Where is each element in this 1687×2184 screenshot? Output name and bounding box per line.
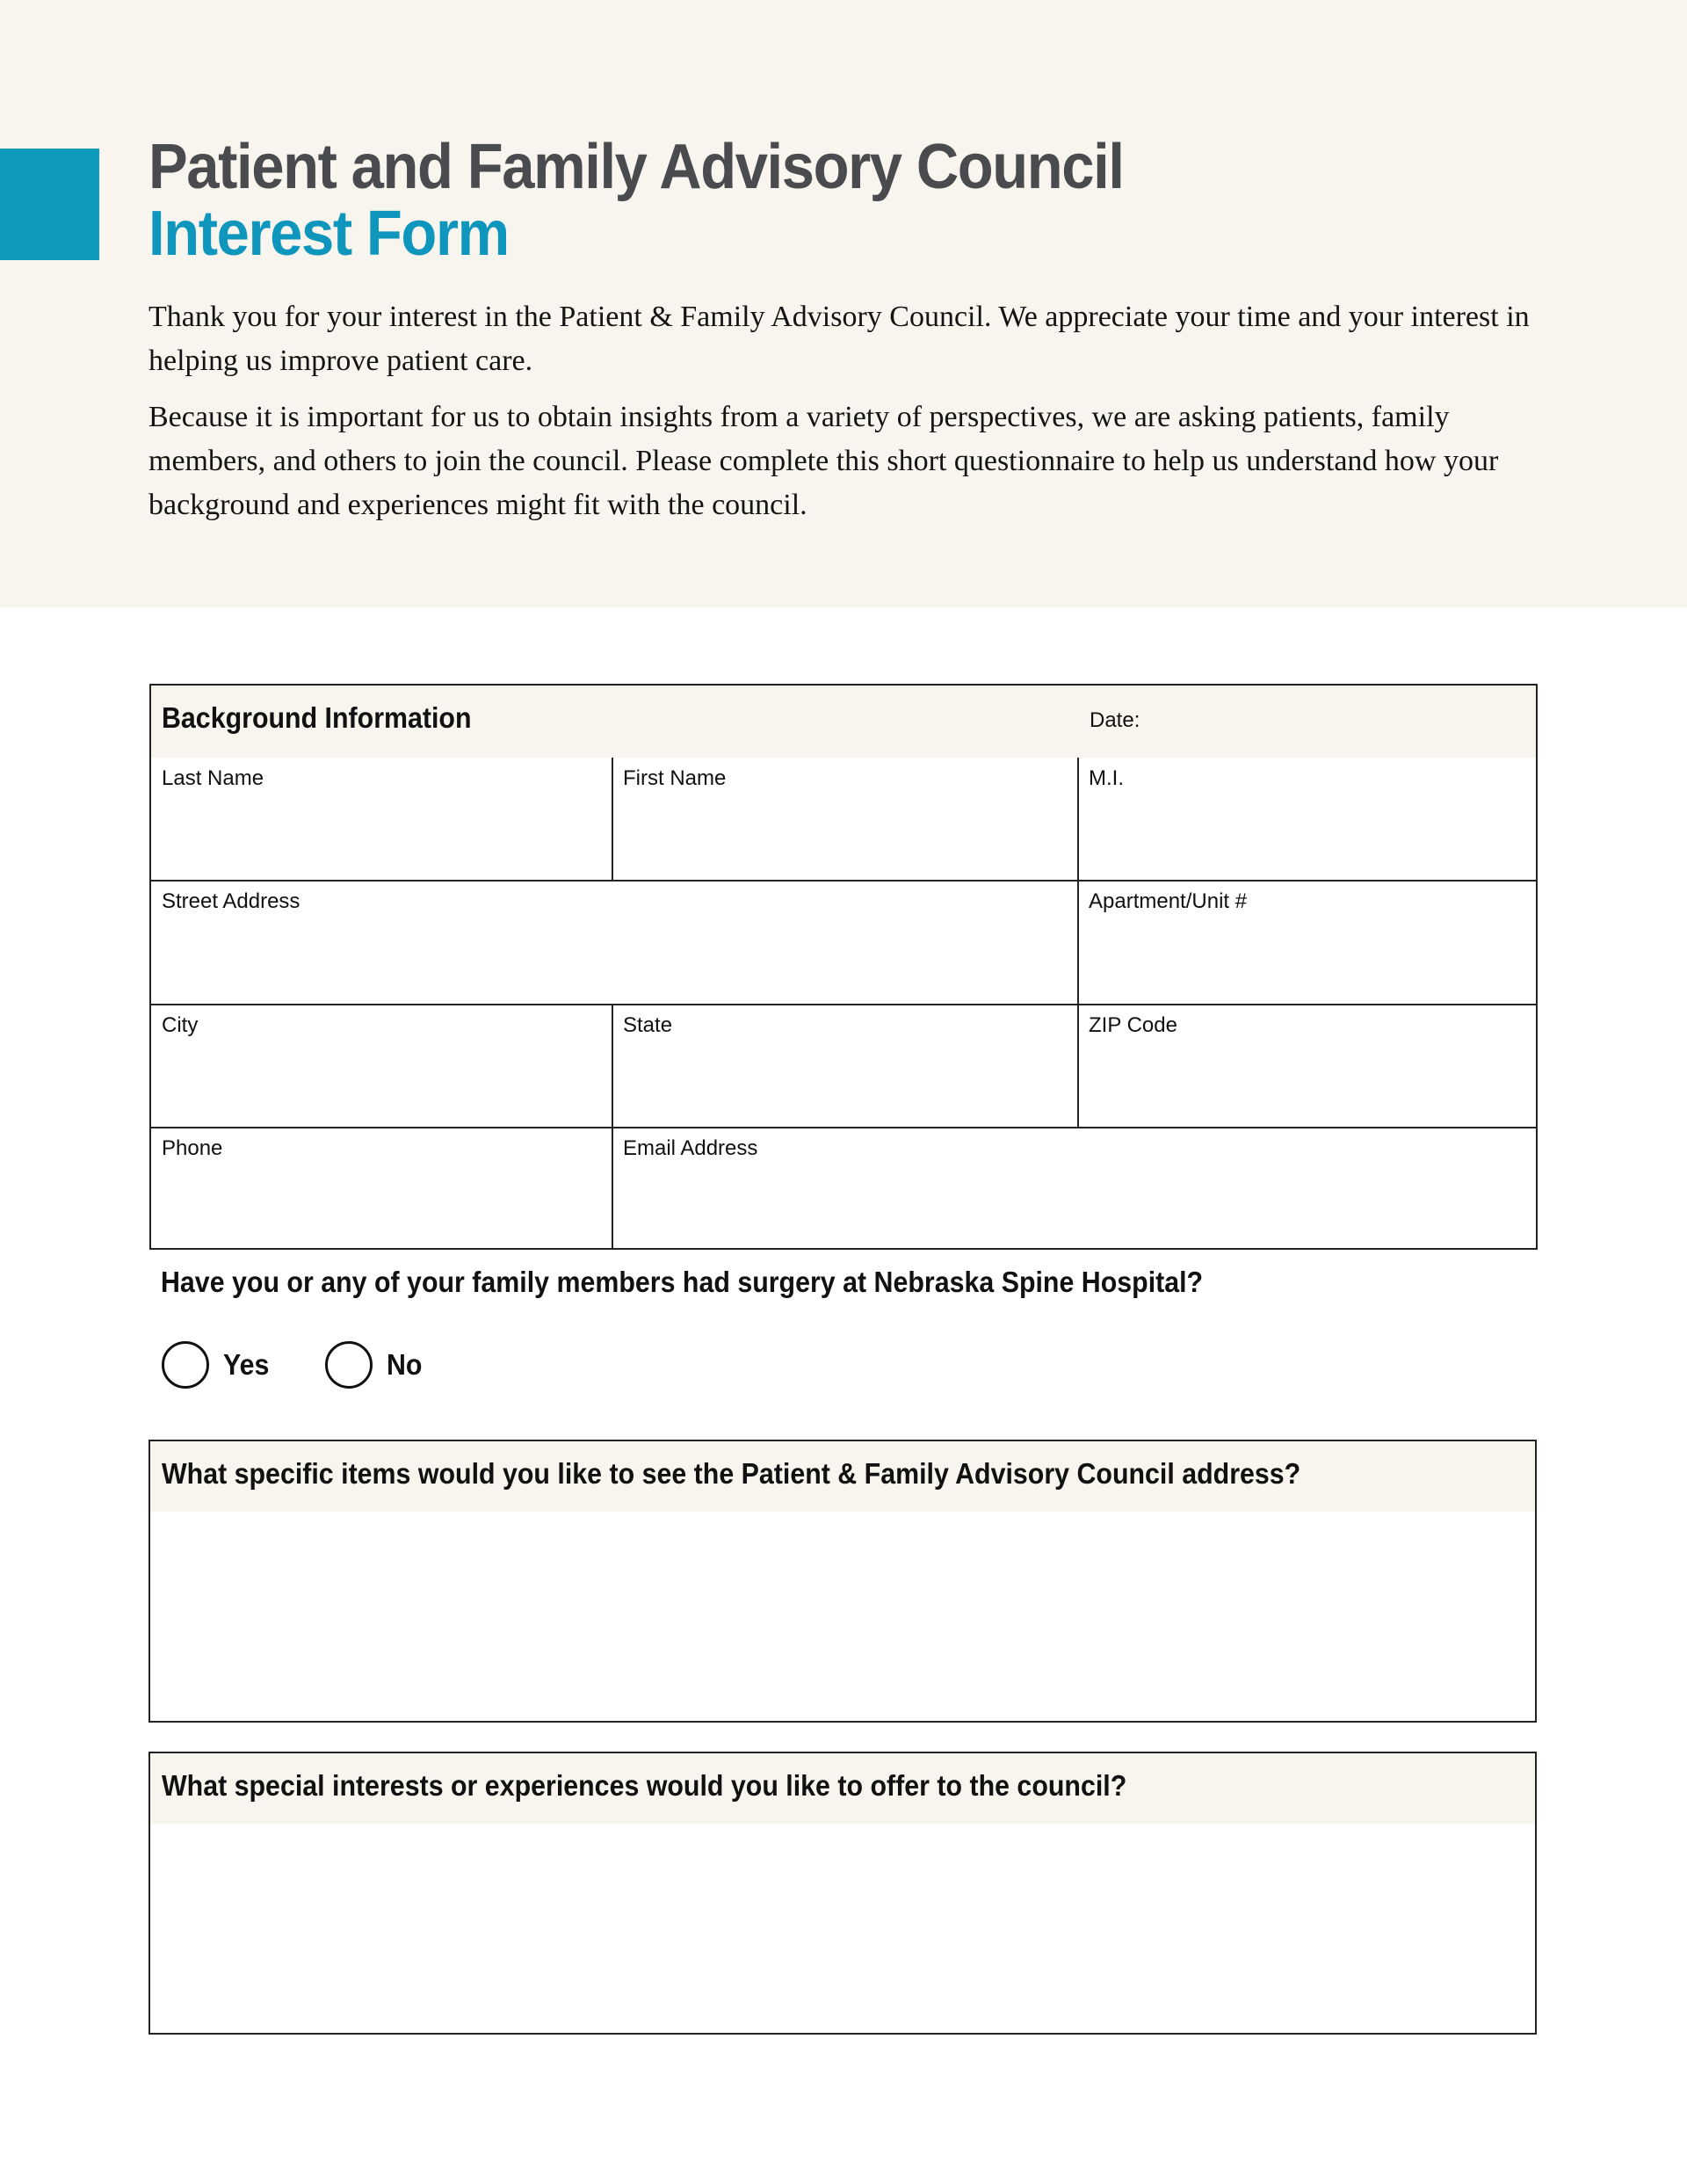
last-name-label: Last Name — [162, 766, 264, 790]
first-name-field[interactable] — [619, 796, 1071, 874]
column-divider — [612, 758, 613, 881]
radio-circle-icon[interactable] — [162, 1341, 209, 1389]
radio-no[interactable] — [325, 1338, 425, 1392]
radio-yes[interactable] — [162, 1338, 273, 1392]
phone-field[interactable] — [158, 1166, 605, 1241]
apartment-cell — [1078, 881, 1536, 1005]
city-cell — [151, 1005, 612, 1128]
column-divider — [1077, 881, 1079, 1005]
row-divider — [151, 1004, 1536, 1005]
intro-paragraph-2: Because it is important for us to obtain insights from a variety of perspectives, we are asking patients, family members, and others to join the council. Please complete this short questionnaire to help us understand how your background and experiences might fit with the council. — [148, 401, 1499, 521]
phone-label: Phone — [162, 1136, 223, 1160]
row-divider — [151, 880, 1536, 882]
city-label: City — [162, 1013, 199, 1037]
special-interests-header — [150, 1753, 1535, 1824]
first-name-label: First Name — [623, 766, 727, 790]
radio-yes-label: Yes — [223, 1348, 270, 1381]
email-field[interactable] — [619, 1166, 1529, 1241]
email-label: Email Address — [623, 1136, 758, 1160]
apartment-label: Apartment/Unit # — [1089, 889, 1248, 913]
apartment-field[interactable] — [1085, 919, 1529, 998]
date-label: Date: — [1090, 708, 1140, 732]
intro-paragraph-1: Thank you for your interest in the Patient & Family Advisory Council. We appreciate your time and your interest in helping us improve patient care. — [148, 301, 1530, 377]
special-interests-answer[interactable] — [157, 1831, 1528, 2026]
special-interests-question: What special interests or experiences would you like to offer to the council? — [162, 1769, 1127, 1802]
background-information-form — [149, 684, 1538, 1250]
council-topics-box — [148, 1440, 1537, 1723]
radio-circle-icon[interactable] — [325, 1341, 373, 1389]
radio-no-label: No — [387, 1348, 423, 1381]
zip-code-label: ZIP Code — [1089, 1013, 1177, 1037]
page-subtitle: Interest Form — [148, 199, 509, 269]
zip-code-field[interactable] — [1085, 1043, 1529, 1121]
state-label: State — [623, 1013, 673, 1037]
accent-block — [0, 149, 99, 260]
state-field[interactable] — [619, 1043, 1071, 1121]
street-address-field[interactable] — [158, 919, 1071, 998]
council-topics-question: What specific items would you like to see the Patient & Family Advisory Council address? — [162, 1457, 1301, 1490]
column-divider — [612, 1005, 613, 1128]
state-cell — [612, 1005, 1078, 1128]
phone-cell — [151, 1128, 612, 1248]
last-name-cell — [151, 758, 612, 881]
first-name-cell — [612, 758, 1078, 881]
intro-banner — [0, 0, 1687, 607]
last-name-field[interactable] — [158, 796, 605, 874]
street-address-cell — [151, 881, 1078, 1005]
council-topics-answer[interactable] — [157, 1519, 1528, 1714]
middle-initial-field[interactable] — [1085, 796, 1529, 874]
background-header — [151, 686, 1536, 758]
middle-initial-label: M.I. — [1089, 766, 1124, 790]
column-divider — [612, 1128, 613, 1248]
city-field[interactable] — [158, 1043, 605, 1121]
council-topics-header — [150, 1441, 1535, 1512]
column-divider — [1077, 1005, 1079, 1128]
column-divider — [1077, 758, 1079, 881]
row-divider — [151, 1127, 1536, 1128]
special-interests-box — [148, 1752, 1537, 2035]
zip-code-cell — [1078, 1005, 1536, 1128]
surgery-question: Have you or any of your family members had surgery at Nebraska Spine Hospital? — [161, 1266, 1204, 1298]
street-address-label: Street Address — [162, 889, 300, 913]
intro-text — [148, 295, 1554, 540]
middle-initial-cell — [1078, 758, 1536, 881]
section-title: Background Information — [162, 701, 472, 734]
date-field[interactable] — [1146, 701, 1518, 738]
page-title: Patient and Family Advisory Council — [148, 132, 1124, 202]
email-cell — [612, 1128, 1536, 1248]
